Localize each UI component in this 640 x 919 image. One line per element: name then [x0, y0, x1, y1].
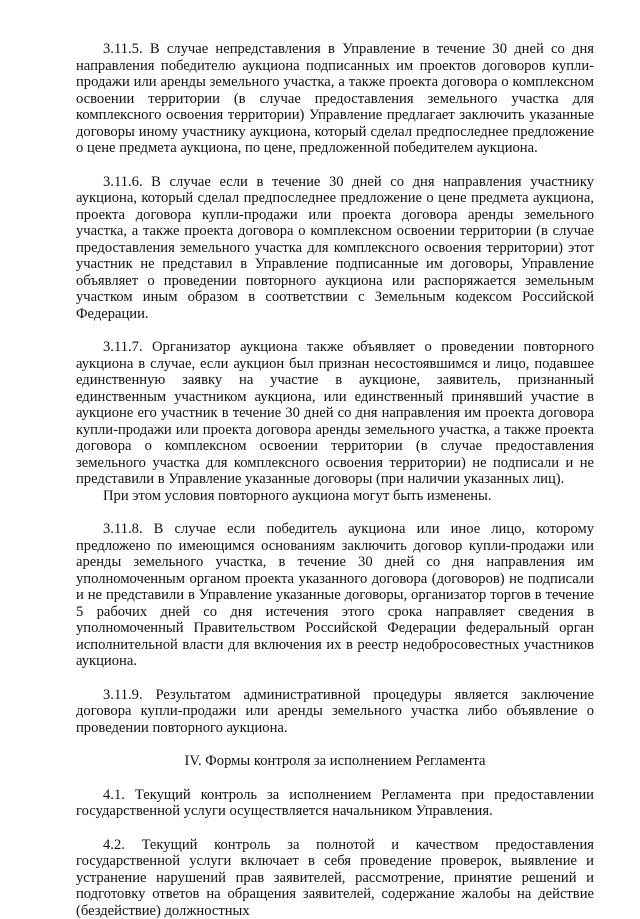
paragraph-3-11-7-continuation: При этом условия повторного аукциона могут быть изменены. — [76, 488, 594, 505]
paragraph-4-1: 4.1. Текущий контроль за исполнением Регламента при предоставлении государственной услуги осуществляется начальником Управления. — [76, 787, 594, 820]
paragraph-3-11-5: 3.11.5. В случае непредставления в Управление в течение 30 дней со дня направления победителю аукциона подписанных им проектов договоров купли-продажи или аренды земельного участка, а также проекта договора о комплексном освоении территории (в случае предоставления земельного участка для комплексного освоения территории) Управление предлагает заключить указанные договоры иному участнику аукциона, который сделал предпоследнее предложение о цене предмета аукциона, по цене, предложенной победителем аукциона. — [76, 41, 594, 157]
paragraph-gap — [76, 157, 594, 174]
paragraph-gap — [76, 322, 594, 339]
paragraph-gap — [76, 504, 594, 521]
paragraph-gap — [76, 820, 594, 837]
paragraph-3-11-9: 3.11.9. Результатом административной процедуры является заключение договора купли-продажи или аренды земельного участка либо объявление о проведении повторного аукциона. — [76, 687, 594, 737]
paragraph-3-11-8: 3.11.8. В случае если победитель аукциона или иное лицо, которому предложено по имеющимся основаниям заключить договор купли-продажи или аренды земельного участка, в течение 30 дней со дня направления им уполномоченным органом проекта указанного договора (договоров) не подписали и не представили в Управление указанные договоры, организатор торгов в течение 5 рабочих дней со дня истечения этого срока направляет сведения в уполномоченный Правительством Российской Федерации федеральный орган исполнительной власти для включения их в реестр недобросовестных участников аукциона. — [76, 521, 594, 670]
paragraph-3-11-7: 3.11.7. Организатор аукциона также объявляет о проведении повторного аукциона в случае, если аукцион был признан несостоявшимся и лицо, подавшее единственную заявку на участие в аукционе, заявитель, признанный единственным участником аукциона, или единственный принявший участие в аукционе его участник в течение 30 дней со дня направления им проекта договора купли-продажи или проекта договора аренды земельного участка, а также проекта договора о комплексном освоении территории (в случае предоставления земельного участка для комплексного освоения территории) не подписали и не представили в Управление указанные договоры (при наличии указанных лиц). — [76, 339, 594, 488]
paragraph-gap — [76, 670, 594, 687]
paragraph-3-11-6: 3.11.6. В случае если в течение 30 дней со дня направления участнику аукциона, который сделал предпоследнее предложение о цене предмета аукциона, проекта договора купли-продажи или проекта договора аренды земельного участка, а также проекта договора о комплексном освоении территории (в случае предоставления земельного участка для комплексного освоения территории) этот участник не представил в Управление подписанные им договоры, Управление объявляет о проведении повторного аукциона или распоряжается земельным участком иным образом в соответствии с Земельным кодексом Российской Федерации. — [76, 174, 594, 323]
paragraph-4-2: 4.2. Текущий контроль за полнотой и качеством предоставления государственной услуги включает в себя проведение проверок, выявление и устранение нарушений прав заявителей, рассмотрение, принятие решений и подготовку ответов на обращения заявителей, содержание жалобы на действие (бездействие) должностных — [76, 837, 594, 919]
section-iv-heading: IV. Формы контроля за исполнением Регламента — [76, 753, 594, 770]
paragraph-gap — [76, 770, 594, 787]
paragraph-gap — [76, 736, 594, 753]
